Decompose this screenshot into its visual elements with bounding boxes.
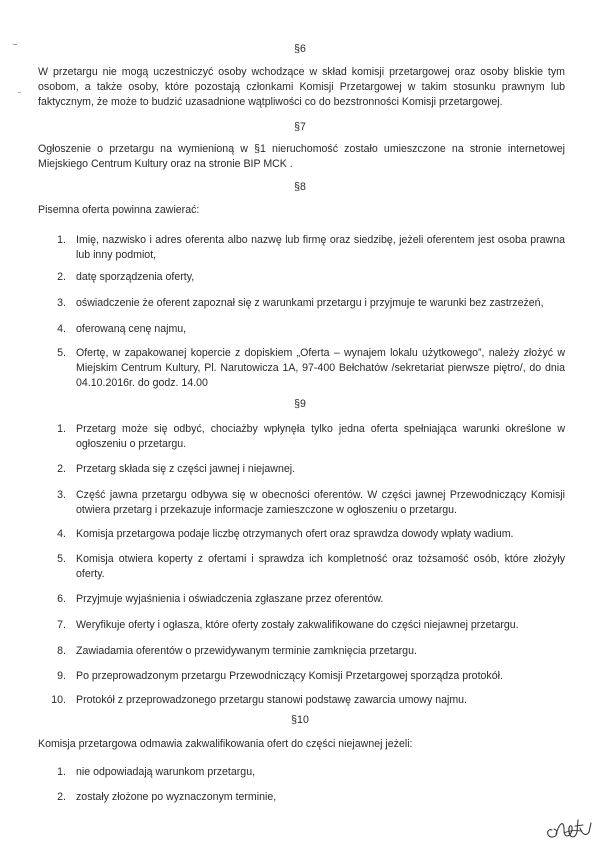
list-item-number: 9. — [57, 670, 66, 682]
section-heading-7: §7 — [294, 121, 306, 133]
list-item-text: Protokół z przeprowadzonego przetargu stanowi podstawę zawarcia umowy najmu. — [76, 694, 467, 706]
list-item-number: 2. — [57, 463, 66, 475]
list-item-text: Ofertę, w zapakowanej kopercie z dopiskiem „Oferta – wynajem lokalu użytkowego”, należy złożyć w Miejskim Centrum Kultury, Pl. Narutowicza 1A, 97-400 Bełchatów /sekretariat pierwsze piętro/, do dnia 04.10.2016r. do godz. 14.00 — [76, 347, 565, 390]
list-item-text: Komisja otwiera koperty z ofertami i sprawdza ich kompletność oraz tożsamość osób, które złożyły oferty. — [76, 553, 565, 581]
list-item-number: 8. — [57, 645, 66, 657]
list-item-number: 3. — [57, 297, 66, 309]
section-heading-6: §6 — [294, 43, 306, 55]
list-item-text: Część jawna przetargu odbywa się w obecności oferentów. W części jawnej Przewodniczący Komisji otwiera przetarg i przekazuje informacje zamieszczone w ogłoszeniu o przetargu. — [76, 489, 565, 517]
list-item-text: datę sporządzenia oferty, — [76, 271, 195, 283]
section-8-intro: Pisemna oferta powinna zawierać: — [38, 204, 200, 216]
list-item-number: 6. — [57, 593, 66, 605]
list-item-text: Weryfikuje oferty i ogłasza, które oferty zostały zakwalifikowane do części niejawnej przetargu. — [76, 619, 519, 631]
section-7-text: Ogłoszenie o przetargu na wymienioną w §1 nieruchomość zostało umieszczone na stronie internetowej Miejskiego Centrum Kultury oraz na stronie BIP MCK . — [38, 143, 565, 171]
list-item-text: oferowaną cenę najmu, — [76, 323, 187, 335]
list-item-text: zostały złożone po wyznaczonym terminie, — [76, 791, 277, 803]
list-item-number: 1. — [57, 234, 66, 246]
section-10-intro: Komisja przetargowa odmawia zakwalifikowania ofert do części niejawnej jeżeli: — [38, 738, 413, 750]
list-item-text: oświadczenie że oferent zapoznał się z warunkami przetargu i przyjmuje te warunki bez zastrzeżeń, — [76, 297, 544, 309]
list-item-text: Komisja przetargowa podaje liczbę otrzymanych ofert oraz sprawdza dowody wpłaty wadium. — [76, 528, 514, 540]
scan-mark — [18, 92, 21, 93]
list-item-number: 5. — [57, 553, 66, 565]
list-item-number: 7. — [57, 619, 66, 631]
list-item-text: Przyjmuje wyjaśnienia i oświadczenia zgłaszane przez oferentów. — [76, 593, 384, 605]
list-item-text: Zawiadamia oferentów o przewidywanym terminie zamknięcia przetargu. — [76, 645, 417, 657]
list-item-text: Przetarg może się odbyć, chociażby wpłynęła tylko jedna oferta spełniająca warunki określone w ogłoszeniu o przetargu. — [76, 423, 565, 451]
section-heading-10: §10 — [291, 714, 309, 726]
list-item-text: Po przeprowadzonym przetargu Przewodniczący Komisji Przetargowej sporządza protokół. — [76, 670, 503, 682]
list-item-number: 1. — [57, 766, 66, 778]
list-item-number: 2. — [57, 791, 66, 803]
list-item-number: 4. — [57, 528, 66, 540]
list-item-number: 3. — [57, 489, 66, 501]
section-heading-8: §8 — [294, 181, 306, 193]
list-item-number: 10. — [51, 694, 66, 706]
list-item-number: 4. — [57, 323, 66, 335]
list-item-text: nie odpowiadają warunkom przetargu, — [76, 766, 256, 778]
list-item-text: Przetarg składa się z części jawnej i niejawnej. — [76, 463, 296, 475]
handwritten-signature-icon — [542, 808, 594, 844]
list-item-number: 1. — [57, 423, 66, 435]
section-6-text: W przetargu nie mogą uczestniczyć osoby wchodzące w skład komisji przetargowej oraz osoby bliskie tym osobom, a także osoby, które pozostają członkami Komisji Przetargowej w takim stosunku prawnym lub faktycznym, że może to budzić uzasadnione wątpliwości co do bezstronności Komisji przetargowej. — [38, 66, 565, 109]
list-item-text: Imię, nazwisko i adres oferenta albo nazwę lub firmę oraz siedzibę, jeżeli oferentem jest osoba prawna lub inny podmiot, — [76, 234, 565, 262]
list-item-number: 5. — [57, 347, 66, 359]
section-heading-9: §9 — [294, 398, 306, 410]
list-item-number: 2. — [57, 271, 66, 283]
